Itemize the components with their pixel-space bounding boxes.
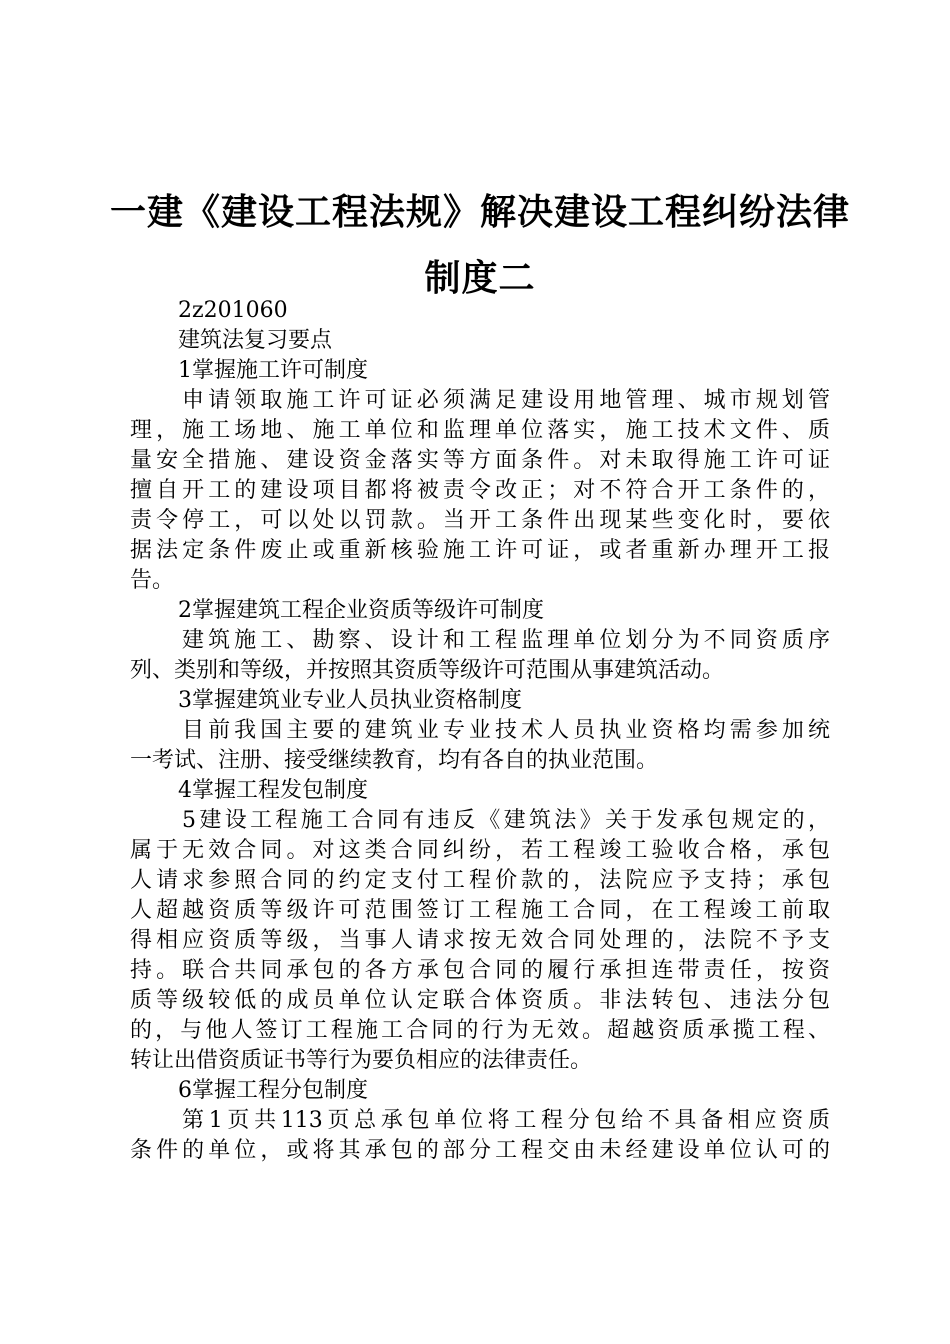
text-line: 理，施工场地、施工单位和监理单位落实，施工技术文件、质 bbox=[130, 418, 830, 443]
text-line: 人请求参照合同的约定支付工程价款的，法院应予支持；承包 bbox=[130, 868, 830, 893]
text-line: 2掌握建筑工程企业资质等级许可制度 bbox=[178, 598, 544, 623]
text-line: 属于无效合同。对这类合同纠纷，若工程竣工验收合格，承包 bbox=[130, 838, 830, 863]
text-line: 申请领取施工许可证必须满足建设用地管理、城市规划管 bbox=[182, 388, 830, 413]
text-line: 人超越资质等级许可范围签订工程施工合同，在工程竣工前取 bbox=[130, 898, 830, 923]
text-line: 建筑施工、勘察、设计和工程监理单位划分为不同资质序 bbox=[182, 628, 830, 653]
text-line: 4掌握工程发包制度 bbox=[178, 778, 368, 803]
text-line: 5建设工程施工合同有违反《建筑法》关于发承包规定的， bbox=[182, 808, 830, 833]
text-line: 目前我国主要的建筑业专业技术人员执业资格均需参加统 bbox=[182, 718, 830, 743]
text-line: 3掌握建筑业专业人员执业资格制度 bbox=[178, 688, 522, 713]
text-line: 责令停工，可以处以罚款。当开工条件出现某些变化时，要依 bbox=[130, 508, 830, 533]
text-line: 据法定条件废止或重新核验施工许可证，或者重新办理开工报 bbox=[130, 538, 830, 563]
text-line: 条件的单位，或将其承包的部分工程交由未经建设单位认可的 bbox=[130, 1138, 830, 1163]
title-line: 制度二 bbox=[424, 258, 536, 299]
text-line: 告。 bbox=[130, 568, 175, 593]
text-line: 6掌握工程分包制度 bbox=[178, 1078, 368, 1103]
text-line: 2z201060 bbox=[178, 298, 288, 323]
text-line: 量安全措施、建设资金落实等方面条件。对未取得施工许可证 bbox=[130, 448, 830, 473]
text-line: 擅自开工的建设项目都将被责令改正；对不符合开工条件的， bbox=[130, 478, 830, 503]
text-line: 一考试、注册、接受继续教育，均有各自的执业范围。 bbox=[130, 748, 659, 773]
text-line: 列、类别和等级，并按照其资质等级许可范围从事建筑活动。 bbox=[130, 658, 725, 683]
document-body bbox=[130, 296, 830, 1166]
text-line: 持。联合共同承包的各方承包合同的履行承担连带责任，按资 bbox=[130, 958, 830, 983]
text-line: 转让出借资质证书等行为要负相应的法律责任。 bbox=[130, 1048, 593, 1073]
text-line: 得相应资质等级，当事人请求按无效合同处理的，法院不予支 bbox=[130, 928, 830, 953]
document-title bbox=[110, 180, 850, 312]
title-line: 一建《建设工程法规》解决建设工程纠纷法律 bbox=[110, 192, 851, 233]
text-line: 建筑法复习要点 bbox=[178, 328, 333, 353]
text-line: 质等级较低的成员单位认定联合体资质。非法转包、违法分包 bbox=[130, 988, 830, 1013]
text-line: 1掌握施工许可制度 bbox=[178, 358, 368, 383]
text-line: 的，与他人签订工程施工合同的行为无效。超越资质承揽工程、 bbox=[130, 1018, 830, 1043]
text-line: 第1页共113页总承包单位将工程分包给不具备相应资质 bbox=[182, 1108, 830, 1133]
